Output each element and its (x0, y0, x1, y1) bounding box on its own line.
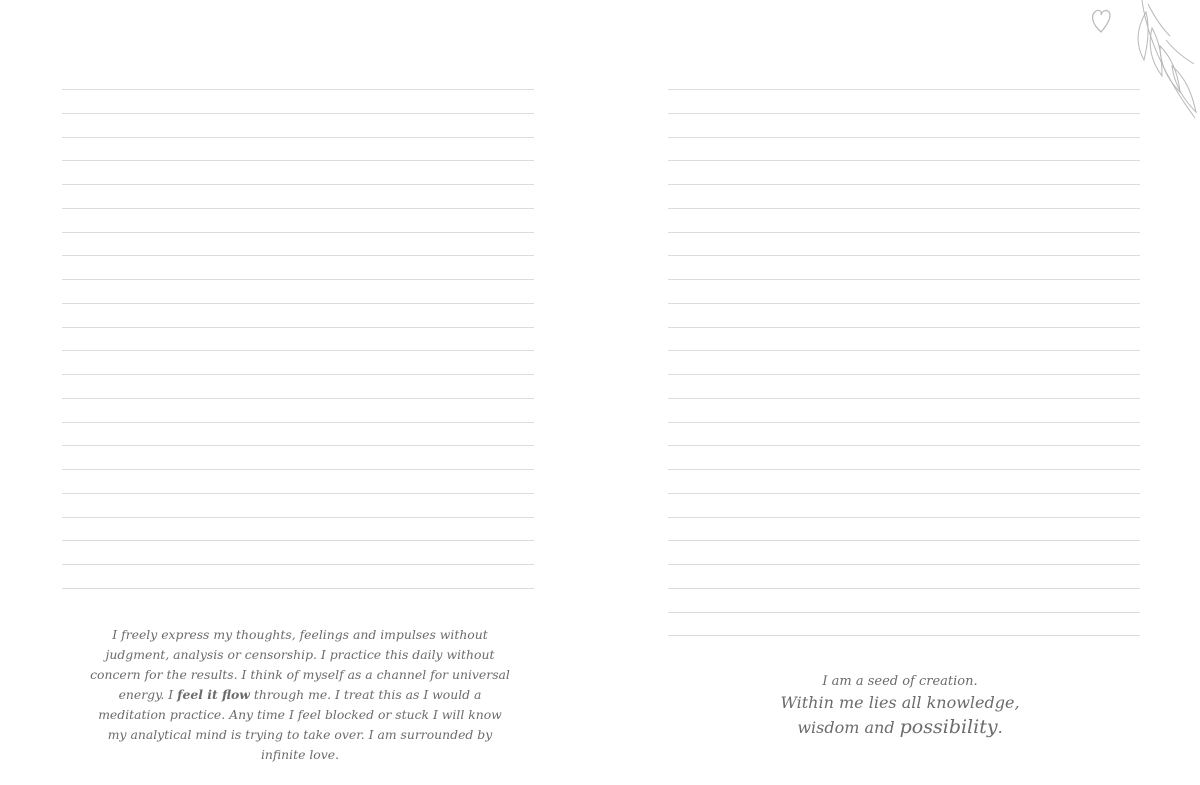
writing-line[interactable] (62, 303, 534, 327)
writing-line[interactable] (668, 469, 1140, 493)
writing-line[interactable] (62, 232, 534, 256)
writing-line[interactable] (62, 540, 534, 564)
writing-line[interactable] (668, 89, 1140, 113)
writing-line[interactable] (62, 208, 534, 232)
writing-line[interactable] (668, 303, 1140, 327)
writing-line[interactable] (62, 398, 534, 422)
writing-line[interactable] (668, 564, 1140, 588)
writing-line[interactable] (62, 113, 534, 137)
writing-line[interactable] (62, 493, 534, 517)
writing-line[interactable] (668, 540, 1140, 564)
corner-decoration (1090, 0, 1200, 125)
writing-line[interactable] (668, 493, 1140, 517)
quote-line-3-end: . (997, 718, 1003, 737)
quote-line-2: Within me lies all knowledge, (780, 693, 1020, 712)
quote-line-3-start: wisdom and (797, 718, 900, 737)
writing-line[interactable] (62, 89, 534, 113)
writing-line[interactable] (668, 517, 1140, 541)
writing-line[interactable] (668, 208, 1140, 232)
affirmation-quote (600, 672, 1200, 741)
writing-line[interactable] (668, 612, 1140, 636)
writing-line[interactable] (668, 160, 1140, 184)
writing-line[interactable] (668, 255, 1140, 279)
affirmation-paragraph (90, 625, 510, 765)
writing-line[interactable] (62, 445, 534, 469)
writing-line[interactable] (668, 327, 1140, 351)
writing-line[interactable] (62, 374, 534, 398)
writing-line[interactable] (62, 517, 534, 541)
writing-line[interactable] (62, 160, 534, 184)
writing-line[interactable] (668, 445, 1140, 469)
writing-line[interactable] (62, 327, 534, 351)
writing-line[interactable] (668, 137, 1140, 161)
writing-line[interactable] (668, 184, 1140, 208)
writing-line[interactable] (668, 279, 1140, 303)
writing-line[interactable] (62, 588, 534, 612)
writing-line[interactable] (668, 374, 1140, 398)
affirmation-text-part1: I freely express my thoughts, feelings and impulses without judgment, analysis or censorship. I practice this daily without concern for the results. I think of myself as a channel for universal energy. I (90, 627, 510, 702)
writing-line[interactable] (668, 422, 1140, 446)
writing-line[interactable] (668, 113, 1140, 137)
writing-line[interactable] (62, 279, 534, 303)
writing-line[interactable] (668, 635, 1140, 659)
writing-line[interactable] (668, 350, 1140, 374)
leaf-branch-icon (1138, 0, 1196, 118)
writing-lines-left (62, 89, 534, 612)
writing-line[interactable] (62, 422, 534, 446)
affirmation-text-part2: through me. I treat this as I would a meditation practice. Any time I feel blocked or stuck I will know my analytical mind is trying to take over. I am surrounded by infinite love. (98, 687, 502, 762)
quote-line-3-emphasis: possibility (899, 716, 998, 738)
writing-line[interactable] (62, 469, 534, 493)
writing-line[interactable] (62, 564, 534, 588)
quote-line-3 (600, 714, 1200, 741)
writing-line[interactable] (62, 184, 534, 208)
writing-line[interactable] (62, 350, 534, 374)
writing-line[interactable] (668, 588, 1140, 612)
quote-line-1: I am a seed of creation. (822, 674, 978, 689)
writing-line[interactable] (668, 398, 1140, 422)
writing-line[interactable] (668, 232, 1140, 256)
affirmation-emphasis: feel it flow (177, 687, 250, 702)
writing-line[interactable] (62, 137, 534, 161)
writing-line[interactable] (62, 255, 534, 279)
writing-lines-right (668, 89, 1140, 659)
heart-outline-icon (1093, 10, 1110, 32)
